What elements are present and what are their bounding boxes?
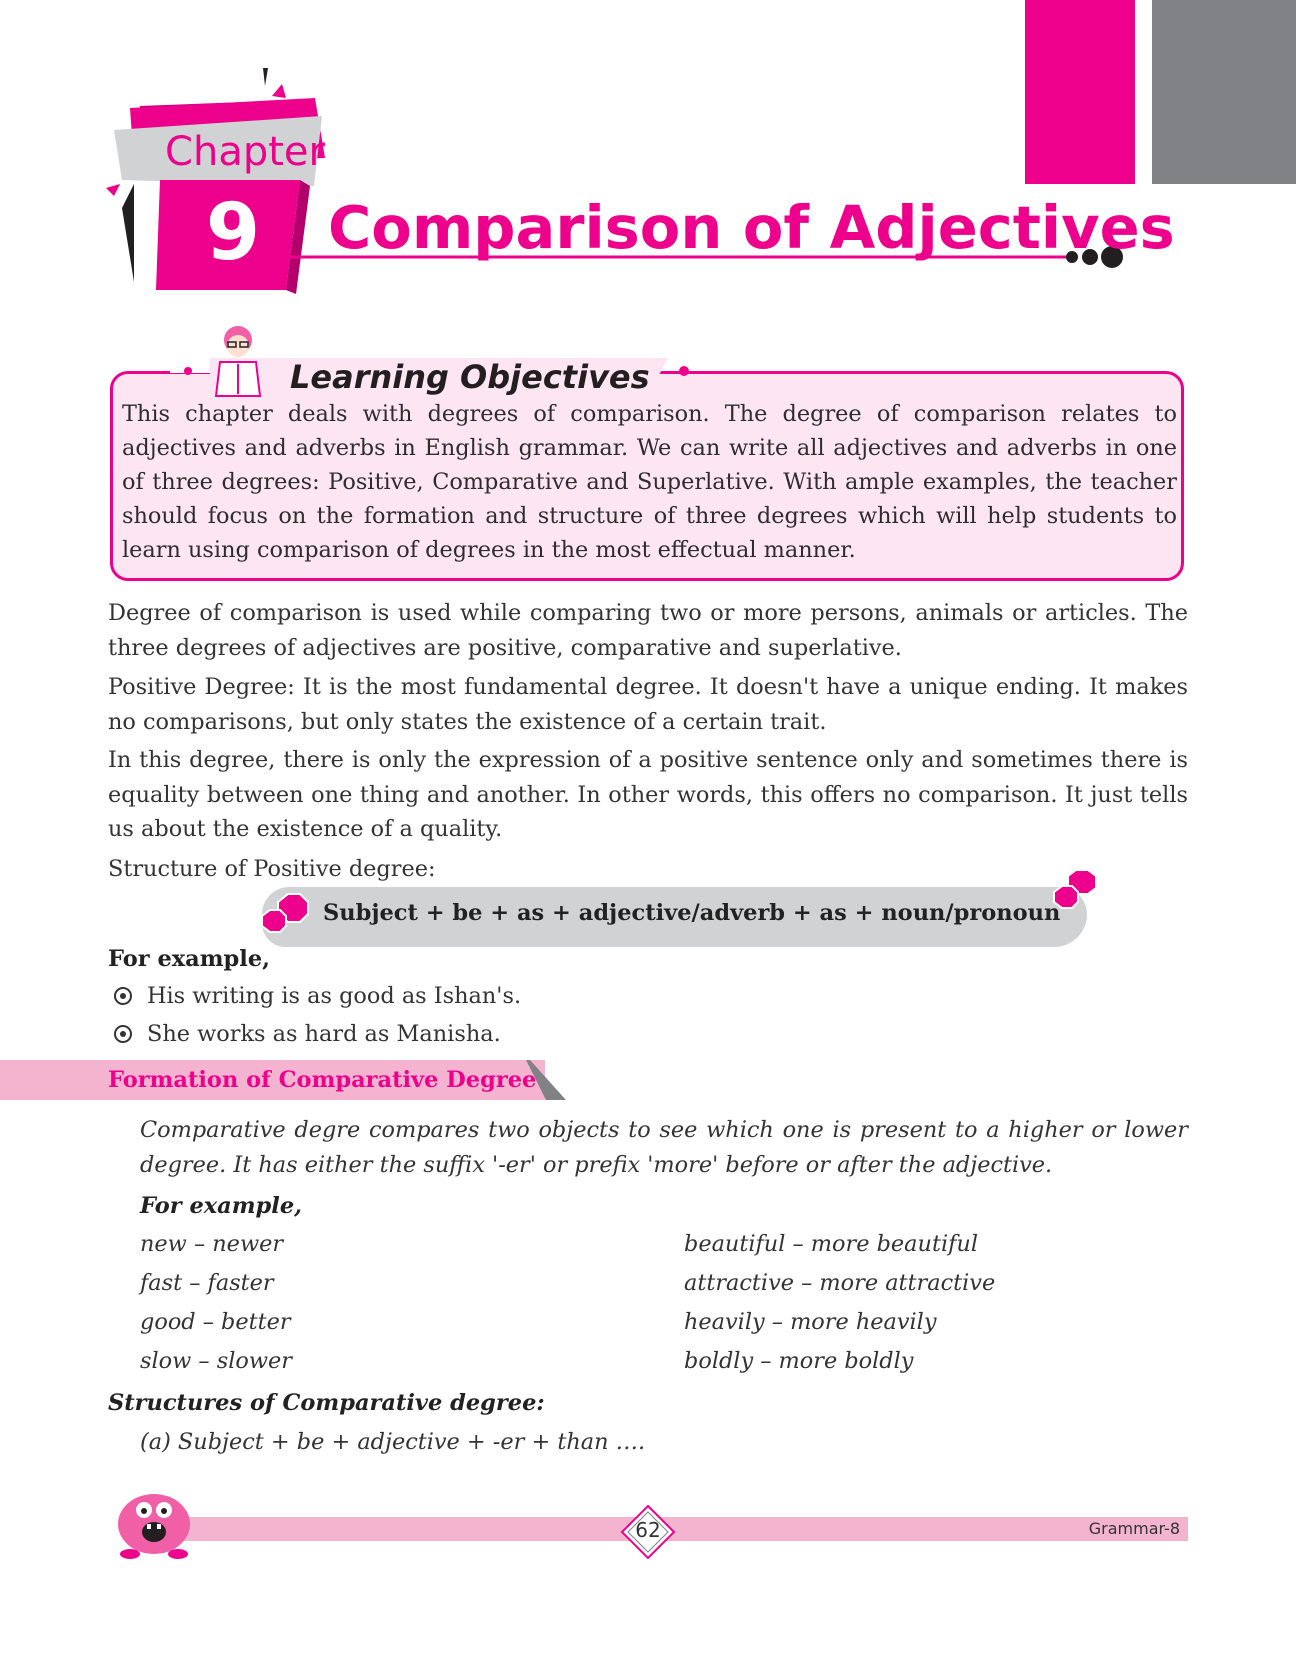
target-bullet-icon <box>110 1021 136 1047</box>
structure-positive-label: Structure of Positive degree: <box>108 856 436 882</box>
learning-objectives-heading: Learning Objectives <box>290 358 650 396</box>
girl-reading-icon <box>216 326 260 396</box>
learning-objectives-text: This chapter deals with degrees of comparison. The degree of comparison relates to adjectives and adverbs in English grammar. We can write all adjectives and adverbs in one of three degrees: Positive, Comparative and Superlative. With ample examples, the teacher should focus on the formation and structure of three degrees which will help students to learn using comparison of degrees in the most effectual manner. <box>122 401 1177 563</box>
paragraph-positive-degree: Positive Degree: It is the most fundamental degree. It doesn't have a unique ending. It makes no comparisons, but only states the existence of a certain trait. <box>108 674 1188 735</box>
list-item <box>110 979 910 1015</box>
list-item: heavily – more heavily <box>684 1309 937 1335</box>
comparative-example-label: For example, <box>140 1193 302 1219</box>
comparative-section-heading: Formation of Comparative Degree <box>108 1067 537 1093</box>
comparative-structures-label: Structures of Comparative degree: <box>108 1390 545 1416</box>
example-sentence: She works as hard as Manisha. <box>147 1021 501 1047</box>
comparative-intro: Comparative degre compares two objects to see which one is present to a higher or lower degree. It has either the suffix '-er' or prefix 'more' before or after the adjective. <box>140 1117 1188 1178</box>
list-item: beautiful – more beautiful <box>684 1231 978 1257</box>
book-title: Grammar-8 <box>1088 1519 1180 1538</box>
list-item: good – better <box>140 1309 291 1335</box>
list-item: attractive – more attractive <box>684 1270 996 1296</box>
list-item: fast – faster <box>140 1270 274 1296</box>
positive-formula: Subject + be + as + adjective/adverb + as + noun/pronoun <box>323 900 1061 926</box>
comparative-structure-a: (a) Subject + be + adjective + -er + than …. <box>140 1429 646 1455</box>
list-item <box>110 1017 910 1053</box>
list-item: boldly – more boldly <box>684 1348 914 1374</box>
paragraph-degree-intro: Degree of comparison is used while comparing two or more persons, animals or articles. The three degrees of adjectives are positive, comparative and superlative. <box>108 600 1188 661</box>
comparative-examples-right <box>684 1226 1164 1379</box>
page-number: 62 <box>635 1518 661 1542</box>
list-item: slow – slower <box>140 1348 292 1374</box>
example-label: For example, <box>108 946 270 972</box>
chapter-number: 9 <box>205 188 261 278</box>
monster-mascot-icon <box>104 1480 204 1560</box>
paragraph-positive-detail: In this degree, there is only the expression of a positive sentence only and sometimes there is equality between one thing and another. In other words, this offers no comparison. It just tells us about the existence of a quality. <box>108 747 1188 842</box>
example-sentence: His writing is as good as Ishan's. <box>147 983 522 1009</box>
target-bullet-icon <box>110 983 136 1009</box>
list-item: new – newer <box>140 1231 284 1257</box>
chapter-label: Chapter <box>165 129 325 175</box>
chapter-title: Comparison of Adjectives <box>328 193 1175 262</box>
comparative-examples-left <box>140 1226 620 1379</box>
